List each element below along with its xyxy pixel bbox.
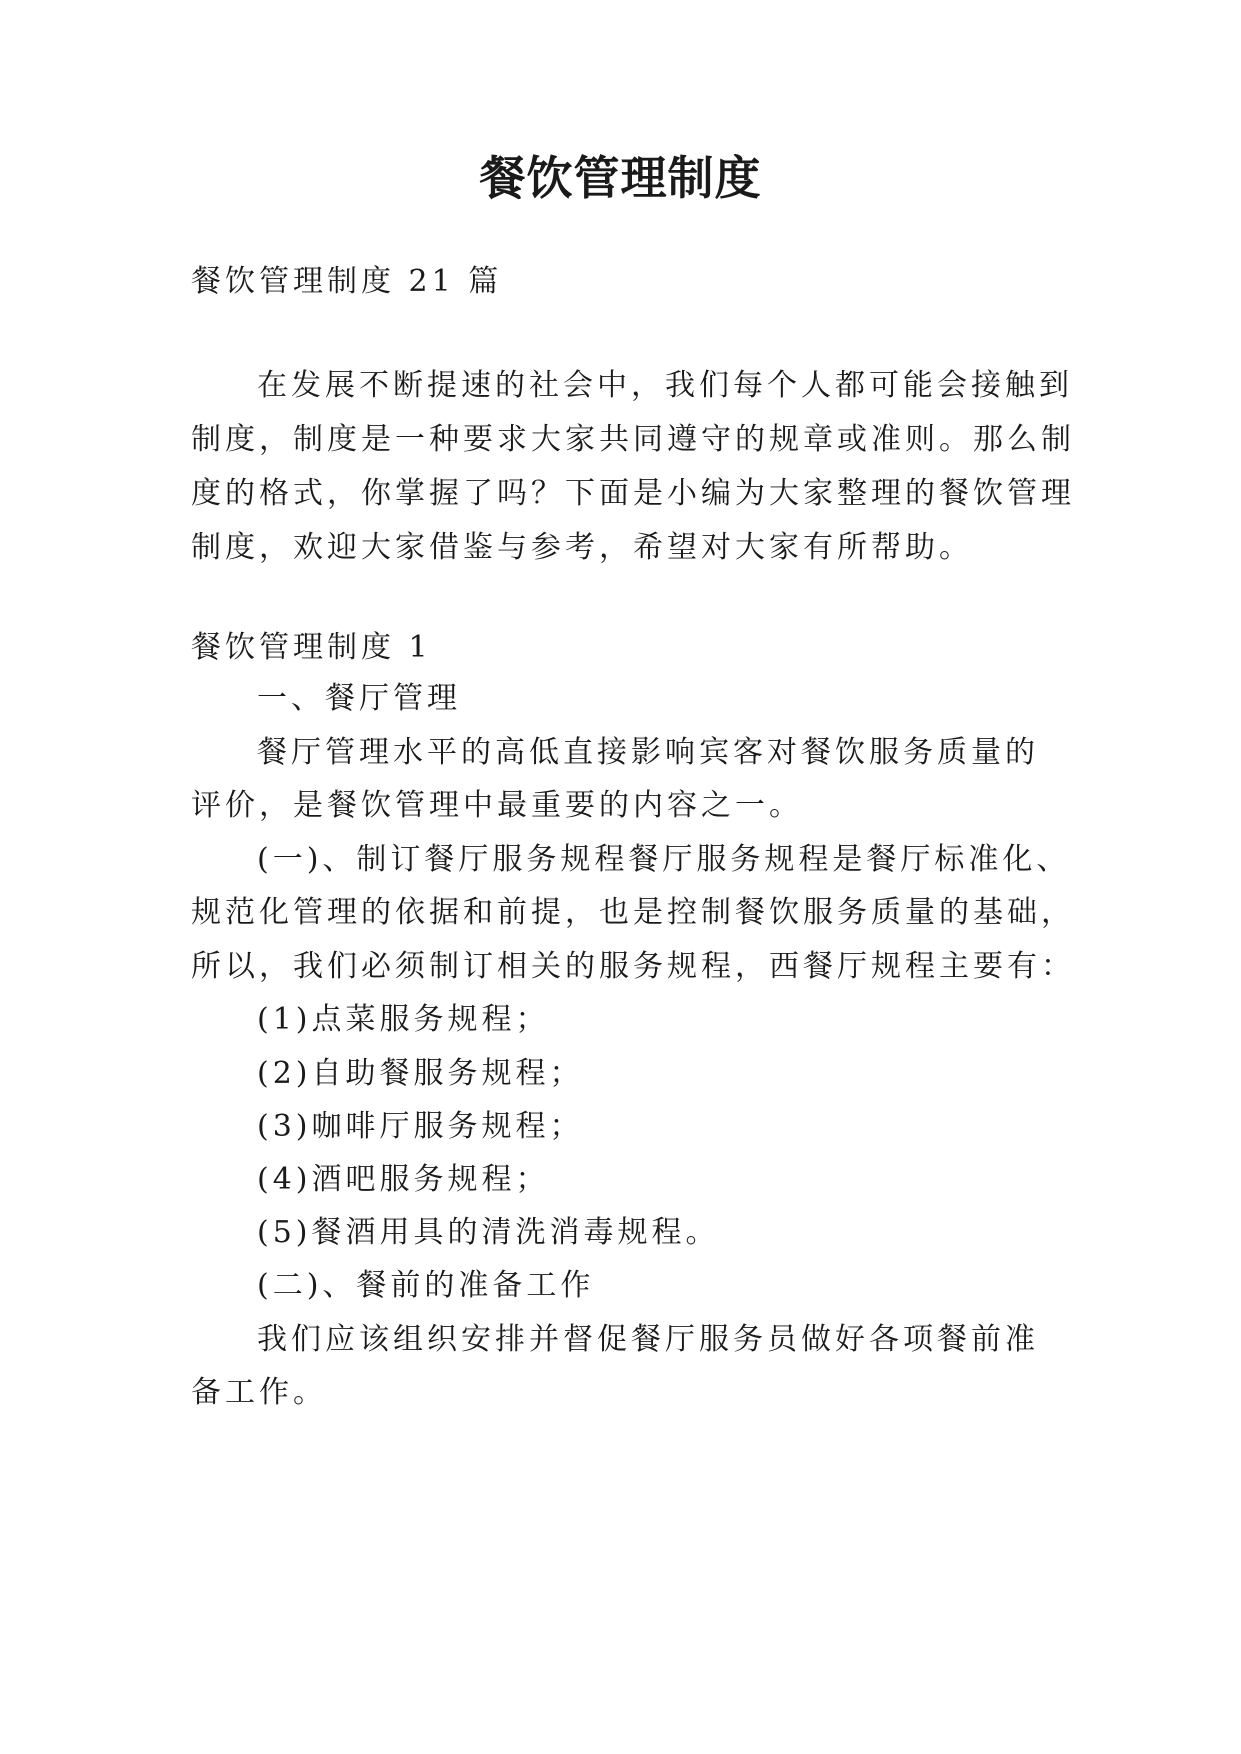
list-item: (3)咖啡厅服务规程； xyxy=(257,1109,584,1144)
intro-line: 制度，欢迎大家借鉴与参考，希望对大家有所帮助。 xyxy=(191,530,973,565)
list-item: (1)点菜服务规程； xyxy=(257,1002,550,1037)
body-line: 所以，我们必须制订相关的服务规程，西餐厅规程主要有： xyxy=(191,949,1075,984)
intro-line: 在发展不断提速的社会中，我们每个人都可能会接触到 xyxy=(257,368,1073,403)
section-heading: 餐饮管理制度 1 xyxy=(191,630,432,665)
body-line: 我们应该组织安排并督促餐厅服务员做好各项餐前准 xyxy=(257,1322,1039,1357)
body-line: 评价，是餐饮管理中最重要的内容之一。 xyxy=(191,788,803,823)
body-line: (一)、制订餐厅服务规程餐厅服务规程是餐厅标准化、 xyxy=(257,842,1071,877)
document-title: 餐饮管理制度 xyxy=(479,151,762,205)
document-subtitle: 餐饮管理制度 21 篇 xyxy=(191,264,503,299)
body-line: 餐厅管理水平的高低直接影响宾客对餐饮服务质量的 xyxy=(257,735,1039,770)
intro-line: 制度，制度是一种要求大家共同遵守的规章或准则。那么制 xyxy=(191,422,1075,457)
body-line: 规范化管理的依据和前提，也是控制餐饮服务质量的基础， xyxy=(191,895,1075,930)
subsection-heading: (二)、餐前的准备工作 xyxy=(257,1268,595,1303)
list-item: (5)餐酒用具的清洗消毒规程。 xyxy=(257,1215,720,1250)
body-line: 备工作。 xyxy=(191,1375,327,1410)
part-heading: 一、餐厅管理 xyxy=(257,681,461,716)
intro-line: 度的格式，你掌握了吗？下面是小编为大家整理的餐饮管理 xyxy=(191,476,1075,511)
list-item: (4)酒吧服务规程； xyxy=(257,1162,550,1197)
list-item: (2)自助餐服务规程； xyxy=(257,1056,584,1091)
